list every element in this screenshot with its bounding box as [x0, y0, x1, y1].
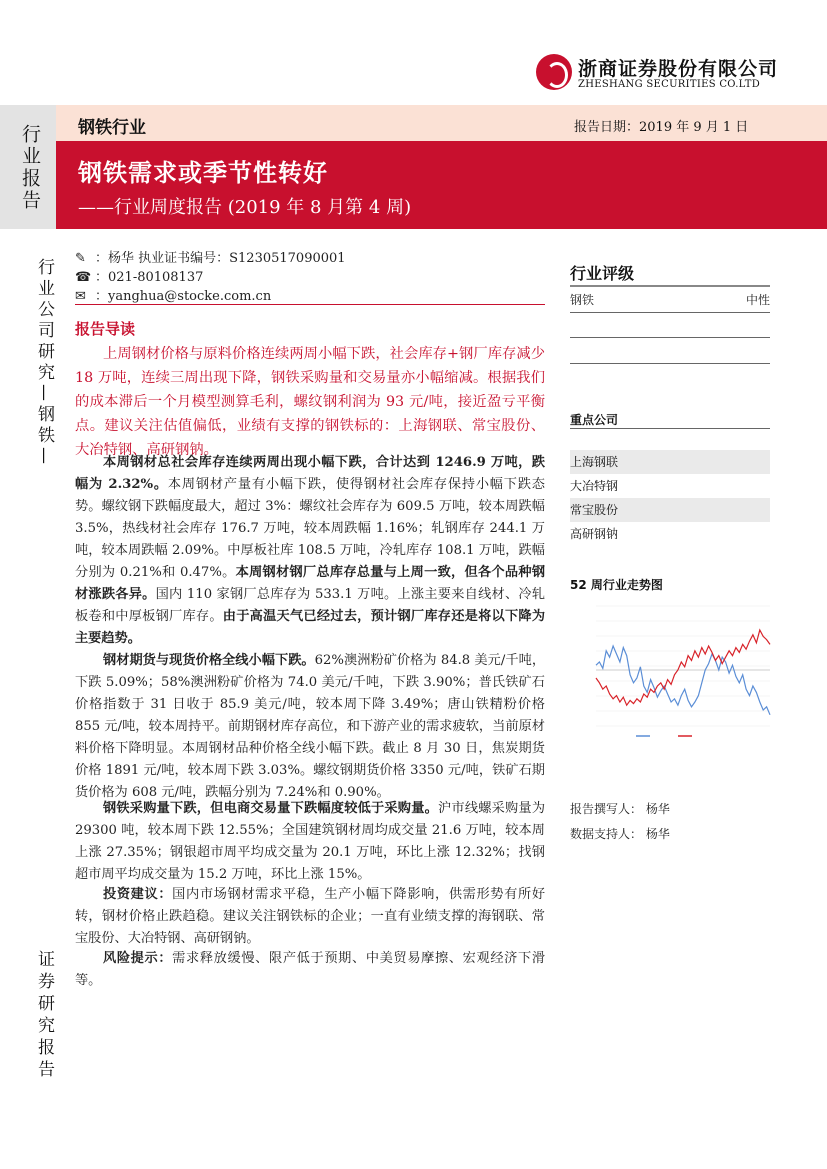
rating-sector: 钢铁 — [570, 293, 595, 307]
author-email[interactable]: ：yanghua@stocke.com.cn — [95, 289, 272, 304]
sidebar-middle-label: 行业公司研究—钢铁— — [34, 258, 54, 468]
para-lead: 本周钢材总社会库存连续两周出现小幅下跌，合计达到 1246.9 万吨，跌幅为 2.32%。 — [75, 455, 545, 492]
phone-icon: ☎ — [75, 270, 92, 285]
para-lead: 钢材期货与现货价格全线小幅下跌。 — [103, 653, 315, 668]
divider — [570, 285, 770, 287]
para-lead: 投资建议： — [103, 887, 173, 902]
chart-series-line-2 — [596, 630, 770, 705]
body-paragraph-prices — [75, 650, 545, 804]
company-name-cn: 浙商证券股份有限公司 — [578, 58, 779, 80]
chart-series-line-1 — [596, 646, 770, 715]
author-info — [75, 249, 545, 306]
sidebar-top-label: 行业报告 — [19, 124, 41, 212]
divider — [570, 363, 770, 364]
para-text: 国内 110 家钢厂总库存为 533.1 万吨。上涨主要来自线材、冷轧板卷和中厚板钢厂库存。 — [75, 587, 545, 624]
body-paragraph-inventory — [75, 452, 545, 650]
divider — [570, 428, 770, 429]
mail-icon: ✉ — [75, 289, 86, 304]
report-date: 报告日期：2019 年 9 月 1 日 — [574, 120, 749, 135]
company-item: 大冶特钢 — [570, 479, 619, 493]
sidebar-bottom-label: 证券研究报告 — [34, 950, 54, 1082]
para-text: 本周钢材产量有小幅下跌，使得钢材社会库存保持小幅下跌态势。螺纹钢下跌幅度最大，超过 3%：螺纹社会库存为 609.5 万吨，较本周跌幅 3.5%，热线材社会库存 176.7 万吨，较本周跌幅 1.16%；轧钢库存 244.1 万吨，较本周跌幅 2.09%。中厚板社库 108.5 万吨，冷轧库存 108.1 万吨，跌幅分别为 0.21%和 0.47%。 — [75, 477, 545, 580]
key-companies-heading: 重点公司 — [570, 413, 619, 427]
rating-value: 中性 — [745, 293, 770, 307]
divider — [75, 304, 545, 305]
trend-chart — [566, 596, 774, 744]
company-name-en: ZHESHANG SECURITIES CO.LTD — [578, 79, 761, 90]
data-support: 数据支持人： 杨华 — [570, 827, 670, 841]
pen-icon: ✎ — [75, 251, 86, 266]
author-name-row — [75, 249, 545, 268]
company-item: 上海钢联 — [570, 450, 770, 474]
author-phone-row — [75, 268, 545, 287]
analysts — [570, 797, 670, 847]
para-lead: 由于高温天气已经过去，预计钢厂库存还是将以下降为主要趋势。 — [75, 609, 546, 646]
author-phone: ：021-80108137 — [95, 270, 204, 285]
report-subtitle: ——行业周度报告 (2019 年 8 月第 4 周) — [78, 197, 412, 218]
para-text: 需求释放缓慢、限产低于预期、中美贸易摩擦、宏观经济下滑等。 — [75, 951, 546, 988]
author-name: ：杨华 执业证书编号：S1230517090001 — [95, 251, 346, 266]
body-paragraph-investment — [75, 884, 545, 950]
guide-heading: 报告导读 — [75, 320, 136, 338]
para-text: 国内市场钢材需求平稳，生产小幅下降影响，供需形势有所好转，钢材价格止跌趋稳。建议关注钢铁标的企业；一直有业绩支撑的海钢联、常宝股份、大冶特钢、高研钢钠。 — [75, 887, 546, 946]
para-lead: 本周钢材钢厂总库存总量与上周一致，但各个品种钢材涨跌各异。 — [75, 565, 546, 602]
report-writer: 报告撰写人： 杨华 — [570, 802, 670, 816]
para-lead: 风险提示： — [103, 951, 173, 966]
company-item: 高研钢钠 — [570, 527, 619, 541]
company-logo — [536, 52, 779, 96]
report-title: 钢铁需求或季节性转好 — [78, 159, 328, 187]
para-text: 62%澳洲粉矿价格为 84.8 美元/千吨，下跌 5.09%；58%澳洲粉矿价格为 74.0 美元/千吨，下跌 3.90%；普氏铁矿石价格指数于 31 日收于 85.9 美元/吨，较本周下降 3.49%；唐山铁精粉价格 855 元/吨，较本周持平。前期钢材库存高位，和下游产业的需求疲软，当前原材料价格下降明显。本周钢材品种价格全线小幅下跌。截止 8 月 30 日，焦炭期货价格 1891 元/吨，较本周下跌 3.03%。螺纹钢期货价格 3350 元/吨，铁矿石期货价格为 608 元/吨，跌幅分别为 7.24%和 0.90%。 — [75, 653, 546, 800]
para-lead: 钢铁采购量下跌，但电商交易量下跌幅度较低于采购量。 — [103, 801, 439, 816]
divider — [570, 312, 770, 313]
rating-heading: 行业评级 — [570, 264, 635, 283]
logo-mark-icon — [536, 54, 572, 90]
body-paragraph-risk — [75, 948, 545, 992]
divider — [570, 337, 770, 338]
body-paragraph-purchases — [75, 798, 545, 886]
company-item: 常宝股份 — [570, 498, 770, 522]
para-text: 沪市线螺采购量为 29300 吨，较本周下跌 12.55%；全国建筑钢材周均成交量 21.6 万吨，较本周上涨 27.35%；钢银超市周平均成交量为 20.1 万吨，环比上涨 12.32%；找钢超市周平均成交量为 15.2 万吨，环比上涨 15%。 — [75, 801, 546, 882]
rating-row — [570, 291, 770, 308]
guide-intro: 上周钢材价格与原料价格连续两周小幅下跌，社会库存+钢厂库存减少 18 万吨，连续三周出现下降，钢铁采购量和交易量亦小幅缩减。根据我们的成本滞后一个月模型测算毛利，螺纹钢利润为 93 元/吨，接近盈亏平衡点。建议关注估值偏低，业绩有支撑的钢铁标的：上海钢联、常宝股份、大冶特钢、高研钢钠。 — [75, 346, 545, 458]
industry-tag: 钢铁行业 — [78, 118, 146, 138]
trend-heading: 52 周行业走势图 — [570, 578, 663, 592]
